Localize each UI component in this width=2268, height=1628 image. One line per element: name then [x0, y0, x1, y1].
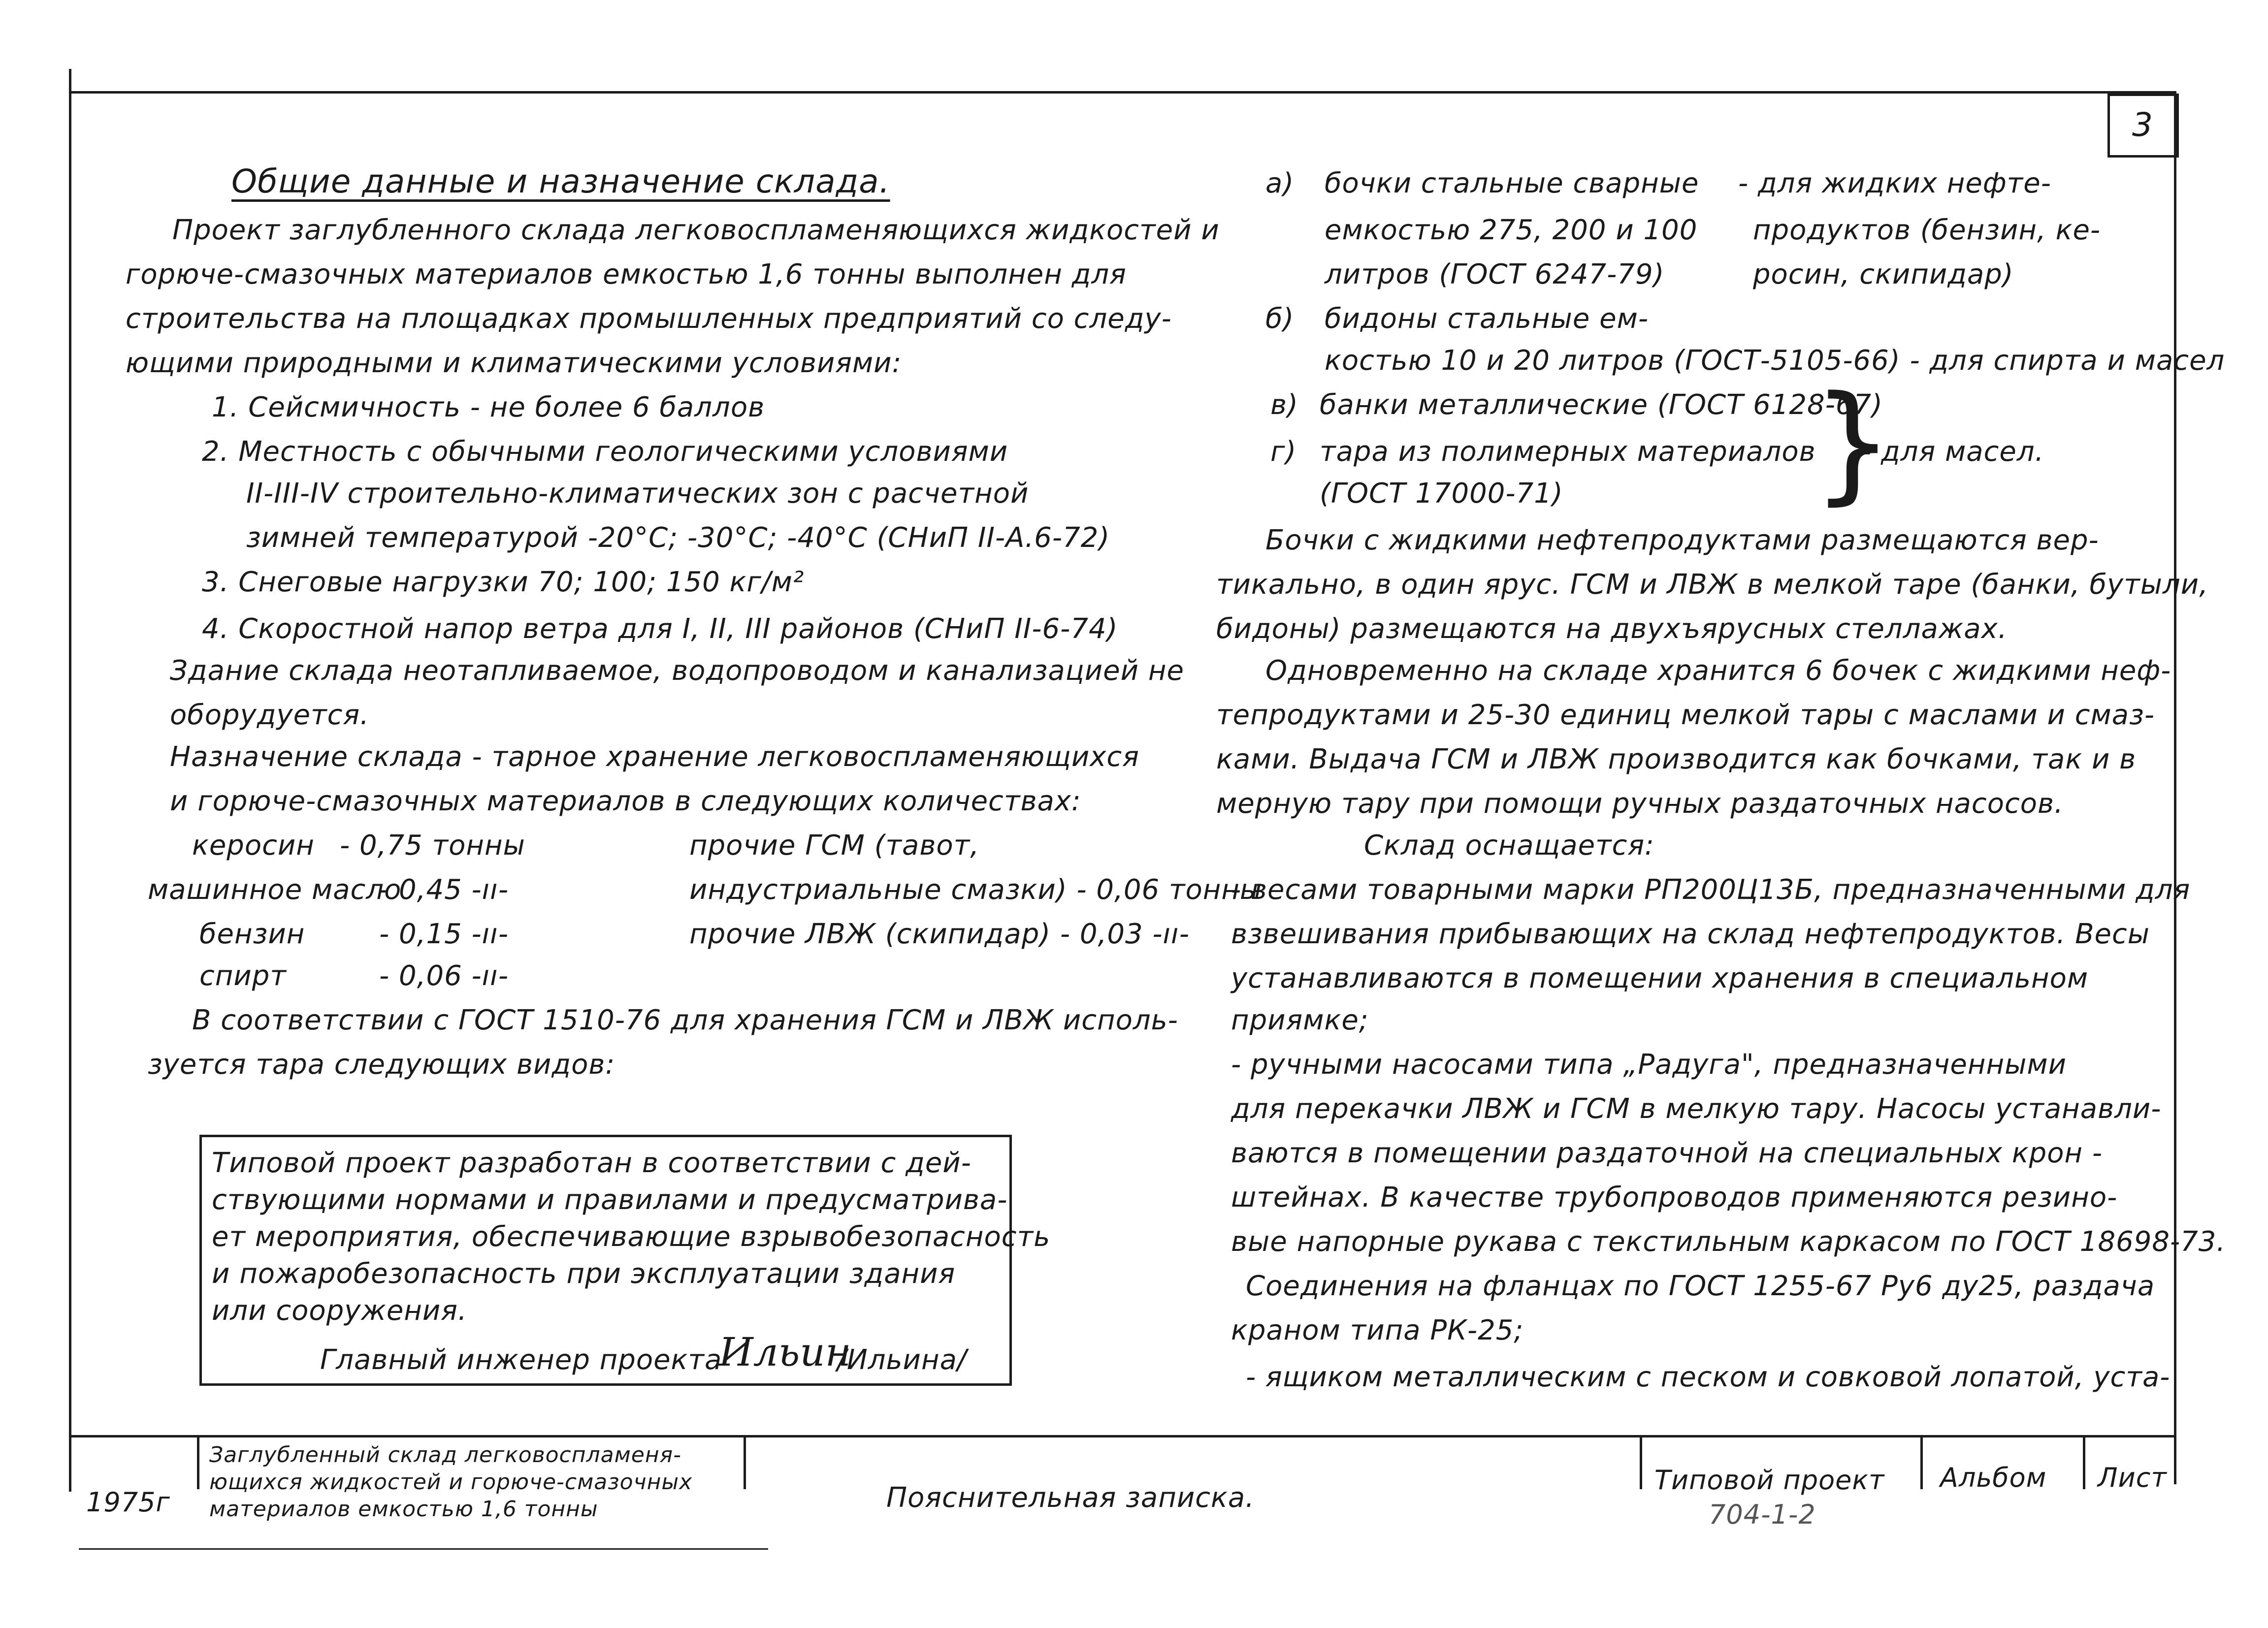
right-line-5: ками. Выдача ГСМ и ЛВЖ производится как бочками, так и в — [1216, 743, 2137, 775]
frame-bottom-line — [69, 1435, 2176, 1437]
list-a-line-2: литров (ГОСТ 6247-79) — [1325, 258, 1665, 290]
stamp-year: 1975г — [86, 1487, 170, 1518]
curly-brace: } — [1812, 369, 1894, 517]
right-line-11: приямке; — [1231, 1004, 1369, 1036]
right-line-15: штейнах. В качестве трубопроводов применяются резино- — [1231, 1181, 2118, 1213]
note-line-4: или сооружения. — [212, 1295, 467, 1327]
stamp-project-label: Типовой проект — [1654, 1465, 1885, 1496]
qty-name-0: керосин — [192, 830, 315, 862]
qty-name-1: машинное масло — [148, 874, 402, 906]
list-mark-g: г) — [1270, 436, 1297, 468]
list-a-purpose-0: - для жидких нефте- — [1738, 167, 2051, 199]
left-line-12: Назначение склада - тарное хранение легковоспламеняющихся — [170, 741, 1139, 773]
left-line-2: строительства на площадках промышленных предприятий со следу- — [126, 303, 1172, 335]
frame-top-line — [69, 91, 2176, 94]
list-a-purpose-2: росин, скипидар) — [1753, 258, 2014, 290]
stamp-object-1: ющихся жидкостей и горюче-смазочных — [209, 1469, 693, 1495]
note-line-1: ствующими нормами и правилами и предусматрива- — [212, 1184, 1008, 1216]
list-g-line-1: (ГОСТ 17000-71) — [1320, 478, 1563, 510]
list-b-line-1: костью 10 и 20 литров (ГОСТ-5105-66) - для спирта и масел — [1325, 345, 2225, 377]
stamp-divider-3 — [1640, 1435, 1642, 1489]
left-line-8: 3. Снеговые нагрузки 70; 100; 150 кг/м² — [202, 566, 805, 598]
right-line-14: ваются в помещении раздаточной на специальных крон - — [1231, 1137, 2103, 1169]
right-line-7: Склад оснащается: — [1364, 830, 1655, 862]
list-mark-a: а) — [1265, 167, 1295, 199]
qty-value-3: - 0,06 -ıı- — [379, 960, 509, 992]
left-line-3: ющими природными и климатическими условиями: — [126, 347, 902, 379]
list-a-purpose-1: продуктов (бензин, ке- — [1753, 214, 2101, 246]
left-line-9: 4. Скоростной напор ветра для I, II, III районов (СНиП II-6-74) — [202, 613, 1118, 645]
right-line-18: краном типа РК-25; — [1231, 1314, 1524, 1346]
qty-other-0: прочие ГСМ (тавот, — [689, 830, 980, 862]
list-mark-v: в) — [1270, 389, 1298, 421]
right-line-8: - весами товарными марки РП200Ц13Б, предназначенными для — [1231, 874, 2191, 906]
note-line-2: ет мероприятия, обеспечивающие взрывобезопасность — [212, 1221, 1051, 1253]
qty-name-3: спирт — [199, 960, 287, 992]
left-line-7: зимней температурой -20°С; -30°С; -40°С (СНиП II-А.6-72) — [246, 522, 1110, 554]
qty-value-1: - 0,45 -ıı- — [379, 874, 509, 906]
qty-other-2: прочие ЛВЖ (скипидар) - 0,03 -ıı- — [689, 918, 1190, 950]
right-line-13: для перекачки ЛВЖ и ГСМ в мелкую тару. Насосы устанавли- — [1231, 1093, 2162, 1125]
stamp-divider-2 — [744, 1435, 746, 1489]
left-line-0: Проект заглубленного склада легковоспламеняющихся жидкостей и — [172, 214, 1220, 246]
qty-value-2: - 0,15 -ıı- — [379, 918, 509, 950]
note-line-0: Типовой проект разработан в соответствии с дей- — [212, 1147, 972, 1179]
left-after-0: В соответствии с ГОСТ 1510-76 для хранения ГСМ и ЛВЖ исполь- — [192, 1004, 1178, 1036]
chief-engineer-signature: Ильин — [719, 1329, 851, 1375]
list-a-line-0: бочки стальные сварные — [1325, 167, 1699, 199]
frame-right-line — [2174, 91, 2176, 1484]
right-line-1: тикально, в один ярус. ГСМ и ЛВЖ в мелкой таре (банки, бутыли, — [1216, 569, 2208, 601]
note-line-3: и пожаробезопасность при эксплуатации здания — [212, 1258, 956, 1290]
right-line-3: Одновременно на складе хранится 6 бочек с жидкими неф- — [1265, 655, 2171, 687]
qty-other-1: индустриальные смазки) - 0,06 тонны — [689, 874, 1263, 906]
left-line-5: 2. Местность с обычными геологическими условиями — [202, 436, 1008, 468]
stamp-divider-4 — [1920, 1435, 1923, 1489]
stamp-project-code: 704-1-2 — [1709, 1499, 1816, 1530]
right-line-4: тепродуктами и 25-30 единиц мелкой тары с маслами и смаз- — [1216, 699, 2155, 731]
left-line-4: 1. Сейсмичность - не более 6 баллов — [212, 391, 765, 423]
right-line-10: устанавливаются в помещении хранения в специальном — [1231, 962, 2089, 994]
list-g-line-0: тара из полимерных материалов — [1320, 436, 1816, 468]
frame-left-line — [69, 69, 71, 1492]
stamp-object-2: материалов емкостью 1,6 тонны — [209, 1497, 598, 1522]
chief-engineer-name: /Ильина/ — [837, 1344, 967, 1376]
list-v-line-0: банки металлические (ГОСТ 6128-67) — [1320, 389, 1883, 421]
right-line-16: вые напорные рукава с текстильным каркасом по ГОСТ 18698-73. — [1231, 1226, 2226, 1258]
stamp-object-0: Заглубленный склад легковоспламеня- — [209, 1442, 681, 1468]
right-line-19: - ящиком металлическим с песком и совковой лопатой, уста- — [1246, 1361, 2171, 1393]
list-mark-b: б) — [1265, 303, 1295, 335]
stamp-doc-name: Пояснительная записка. — [886, 1482, 1255, 1514]
left-line-13: и горюче-смазочных материалов в следующих количествах: — [170, 785, 1081, 817]
list-a-line-1: емкостью 275, 200 и 100 — [1325, 214, 1698, 246]
right-line-6: мерную тару при помощи ручных раздаточных насосов. — [1216, 788, 2064, 820]
right-line-0: Бочки с жидкими нефтепродуктами размещаются вер- — [1265, 524, 2099, 556]
left-line-6: II-III-IV строительно-климатических зон с расчетной — [246, 478, 1029, 510]
stamp-divider-5 — [2083, 1435, 2085, 1489]
stamp-divider-1 — [197, 1435, 199, 1489]
sheet-number: 3 — [2132, 106, 2153, 144]
list-b-line-0: бидоны стальные ем- — [1325, 303, 1649, 335]
left-line-1: горюче-смазочных материалов емкостью 1,6 тонны выполнен для — [126, 258, 1127, 290]
frame-footer-line — [79, 1548, 768, 1550]
left-line-10: Здание склада неотапливаемое, водопроводом и канализацией не — [170, 655, 1184, 687]
qty-value-0: - 0,75 тонны — [340, 830, 525, 862]
right-line-12: - ручными насосами типа „Радуга", предназначенными — [1231, 1049, 2067, 1081]
chief-engineer-label: Главный инженер проекта — [320, 1344, 722, 1376]
right-line-17: Соединения на фланцах по ГОСТ 1255-67 Ру6 ду25, раздача — [1246, 1270, 2155, 1302]
stamp-album-label: Альбом — [1940, 1462, 2047, 1493]
left-line-11: оборудуется. — [170, 699, 369, 731]
right-line-9: взвешивания прибывающих на склад нефтепродуктов. Весы — [1231, 918, 2150, 950]
stamp-sheet-label: Лист — [2098, 1462, 2167, 1493]
section-title: Общие данные и назначение склада. — [231, 162, 890, 200]
qty-name-2: бензин — [199, 918, 305, 950]
right-line-2: бидоны) размещаются на двухъярусных стеллажах. — [1216, 613, 2008, 645]
left-after-1: зуется тара следующих видов: — [148, 1049, 616, 1081]
list-vg-purpose: - для масел. — [1861, 436, 2044, 468]
